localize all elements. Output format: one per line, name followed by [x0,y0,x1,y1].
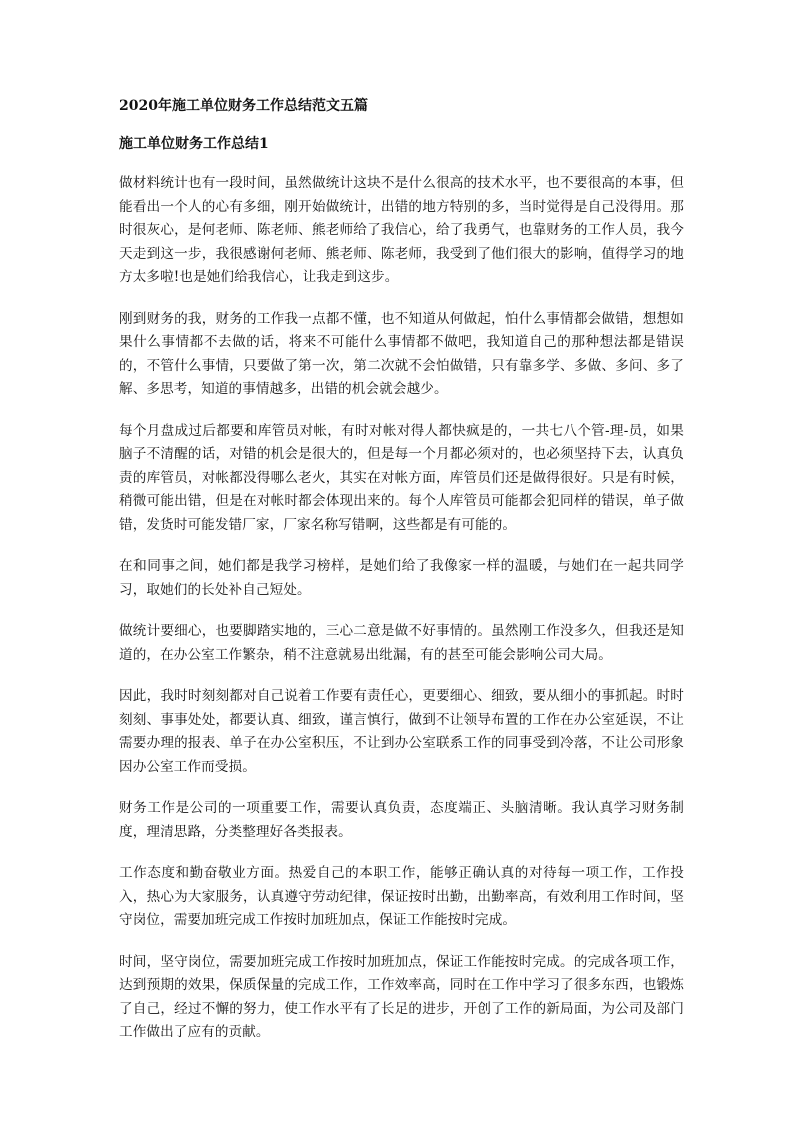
paragraph-6: 因此，我时时刻刻都对自己说着工作要有责任心，更要细心、细致，要从细小的事抓起。时时刻刻、事事处处，都要认真、细致，谨言慎行，做到不让领导布置的工作在办公室延误，不让需要办理的报表、单子在办公室积压，不让到办公室联系工作的同事受到冷落，不让公司形象因办公室工作而受损。 [119,688,684,775]
section-title: 施工单位财务工作总结1 [119,136,269,152]
document-page [119,96,684,1063]
document-title: 2020年施工单位财务工作总结范文五篇 [119,98,368,114]
paragraph-4: 在和同事之间，她们都是我学习榜样，是她们给了我像家一样的温暖，与她们在一起共同学习，取她们的长处补自己短处。 [119,558,684,598]
paragraph-5: 做统计要细心，也要脚踏实地的，三心二意是做不好事情的。虽然刚工作没多久，但我还是知道的，在办公室工作繁杂，稍不注意就易出纰漏，有的甚至可能会影响公司大局。 [119,623,684,663]
paragraph-8: 工作态度和勤奋敬业方面。热爱自己的本职工作，能够正确认真的对待每一项工作，工作投入，热心为大家服务，认真遵守劳动纪律，保证按时出勤，出勤率高，有效利用工作时间，坚守岗位，需要加班完成工作按时加班加点，保证工作能按时完成。 [119,865,684,928]
paragraph-9: 时间，坚守岗位，需要加班完成工作按时加班加点，保证工作能按时完成。的完成各项工作，达到预期的效果，保质保量的完成工作，工作效率高，同时在工作中学习了很多东西，也锻炼了自己，经过不懈的努力，使工作水平有了长足的进步，开创了工作的新局面，为公司及部门工作做出了应有的贡献。 [119,953,684,1040]
paragraph-3: 每个月盘成过后都要和库管员对帐，有时对帐对得人都快疯是的，一共七八个管-理-员，如果脑子不清醒的话，对错的机会是很大的，但是每一个月都必须对的，也必须坚持下去，认真负责的库管员，对帐都没得哪么老火，其实在对帐方面，库管员们还是做得很好。只是有时候，稍微可能出错，但是在对帐时都会体现出来的。每个人库管员可能都会犯同样的错误，单子做错，发货时可能发错厂家，厂家名称写错啊，这些都是有可能的。 [119,422,684,533]
paragraph-2: 刚到财务的我，财务的工作我一点都不懂，也不知道从何做起，怕什么事情都会做错，想想如果什么事情都不去做的话，将来不可能什么事情都不做吧，我知道自己的那种想法都是错误的，不管什么事情，只要做了第一次，第二次就不会怕做错，只有靠多学、多做、多问、多了解、多思考，知道的事情越多，出错的机会就会越少。 [119,310,684,397]
paragraph-7: 财务工作是公司的一项重要工作，需要认真负责，态度端正、头脑清晰。我认真学习财务制度，理清思路，分类整理好各类报表。 [119,800,684,840]
paragraph-1: 做材料统计也有一段时间，虽然做统计这块不是什么很高的技术水平，也不要很高的本事，但能看出一个人的心有多细，刚开始做统计，出错的地方特别的多，当时觉得是自己没得用。那时很灰心，是何老师、陈老师、熊老师给了我信心，给了我勇气，也靠财务的工作人员，我今天走到这一步，我很感谢何老师、熊老师、陈老师，我受到了他们很大的影响，值得学习的地方太多啦!也是她们给我信心，让我走到这步。 [119,175,684,285]
